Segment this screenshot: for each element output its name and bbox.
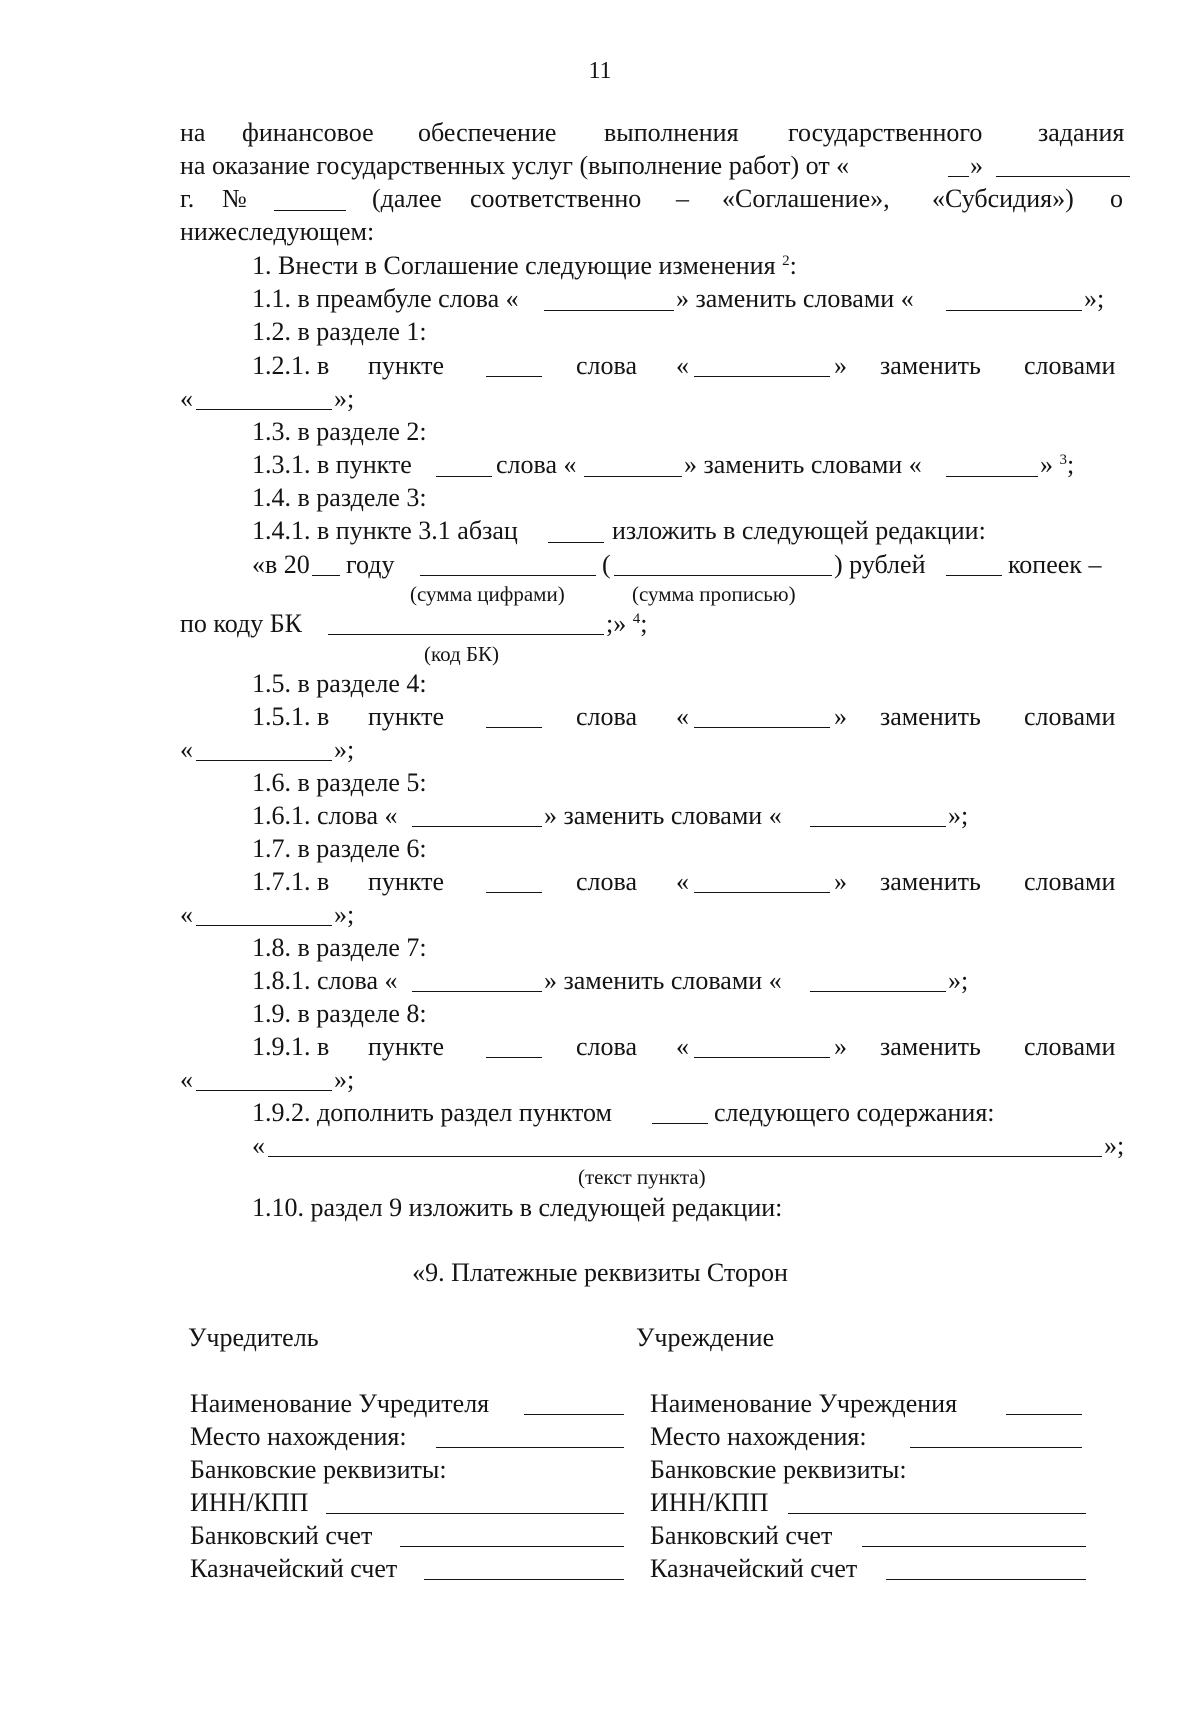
founder-heading: Учредитель xyxy=(188,1323,319,1352)
footnote-ref: 4 xyxy=(632,611,641,627)
founder-inn-field[interactable] xyxy=(326,1513,624,1514)
text: на оказание государственных услуг (выполнение работ) от « xyxy=(180,151,850,180)
text: слова xyxy=(576,351,637,380)
blank-new-words[interactable] xyxy=(196,1090,332,1091)
blank-bk-code[interactable] xyxy=(328,634,604,635)
word: «Субсидия») xyxy=(932,184,1074,213)
text: « xyxy=(180,735,193,764)
text: заменить xyxy=(880,351,981,380)
blank-old-words[interactable] xyxy=(694,892,830,893)
blank-old-words[interactable] xyxy=(584,476,682,477)
blank-point[interactable] xyxy=(486,727,542,728)
word: выполнения xyxy=(604,118,739,147)
caption-point-text: (текст пункта) xyxy=(578,1165,706,1189)
text: изложить в следующей редакции: xyxy=(612,516,986,545)
text xyxy=(1040,449,1074,481)
text xyxy=(684,449,922,481)
text: слова xyxy=(576,702,637,731)
text: » заменить словами « xyxy=(544,801,782,830)
text: »; xyxy=(334,384,355,413)
text: слова xyxy=(576,1032,637,1061)
text: « xyxy=(676,702,689,731)
text: копеек – xyxy=(1008,550,1102,579)
text: словами xyxy=(1024,702,1116,731)
institution-treasury-field[interactable] xyxy=(886,1579,1086,1580)
text: пункте xyxy=(368,702,445,731)
institution-bank-label: Банковские реквизиты: xyxy=(650,1455,907,1484)
text: « xyxy=(676,867,689,896)
text: » заменить словами « xyxy=(684,450,922,479)
blank-point[interactable] xyxy=(486,1057,542,1058)
text: »; xyxy=(334,900,355,929)
text: »; xyxy=(1104,1131,1125,1160)
blank-point[interactable] xyxy=(486,892,542,893)
blank-sum-words[interactable] xyxy=(614,575,832,576)
text: по коду БК xyxy=(180,609,302,638)
text: 1.6. в разделе 5: xyxy=(252,768,427,797)
blank-year[interactable] xyxy=(312,575,340,576)
text: ( xyxy=(602,550,611,579)
blank-point-text[interactable] xyxy=(268,1156,1102,1157)
text: заменить xyxy=(880,867,981,896)
institution-account-field[interactable] xyxy=(862,1546,1086,1547)
word: соответственно xyxy=(470,184,642,213)
text: ;» xyxy=(606,609,633,638)
text: »; xyxy=(948,801,969,830)
text: « xyxy=(180,900,193,929)
text: словами xyxy=(1024,1032,1116,1061)
text: » заменить словами « xyxy=(676,284,914,313)
text: «в 20 xyxy=(252,550,310,579)
blank-point[interactable] xyxy=(652,1123,708,1124)
blank-old-words[interactable] xyxy=(544,310,674,311)
text: » xyxy=(834,1032,847,1061)
text: 1.5. в разделе 4: xyxy=(252,669,427,698)
text: следующего содержания: xyxy=(714,1098,995,1127)
text: 1.7. в разделе 6: xyxy=(252,834,427,863)
blank-point[interactable] xyxy=(436,476,492,477)
word: «Соглашение», xyxy=(722,184,890,213)
text: 1.9.2. дополнить раздел пунктом xyxy=(252,1098,613,1127)
text: году xyxy=(346,550,395,579)
word: г. xyxy=(180,184,195,213)
text: нижеследующем: xyxy=(180,217,375,246)
founder-name-field[interactable] xyxy=(524,1414,624,1415)
text: »; xyxy=(948,966,969,995)
text: 1.8.1. слова « xyxy=(252,966,398,995)
blank-sum-digits[interactable] xyxy=(420,575,596,576)
text: 1.8. в разделе 7: xyxy=(252,933,427,962)
institution-location-field[interactable] xyxy=(910,1447,1082,1448)
text: « xyxy=(676,1032,689,1061)
text: : xyxy=(789,251,797,280)
text: слова xyxy=(576,867,637,896)
caption-sum-digits: (сумма цифрами) xyxy=(410,582,565,606)
page-number: 11 xyxy=(588,58,612,84)
blank-paragraph[interactable] xyxy=(548,542,604,543)
footnote-ref: 3 xyxy=(1059,452,1067,468)
blank-new-words[interactable] xyxy=(196,409,332,410)
text: словами xyxy=(1024,351,1116,380)
blank-new-words[interactable] xyxy=(946,310,1082,311)
text: слова « xyxy=(496,450,577,479)
text: 1.7.1. в xyxy=(252,867,330,896)
text: ) рублей xyxy=(834,550,926,579)
institution-treasury-label: Казначейский счет xyxy=(650,1554,858,1583)
text: 1.1. в преамбуле слова « xyxy=(252,284,519,313)
blank-day[interactable] xyxy=(948,176,969,177)
text xyxy=(606,608,647,640)
text: пункте xyxy=(368,351,445,380)
text: « xyxy=(676,351,689,380)
text: пункте xyxy=(368,1032,445,1061)
blank-kopecks[interactable] xyxy=(946,575,1002,576)
section-9-title: «9. Платежные реквизиты Сторон xyxy=(412,1258,788,1287)
caption-bk-code: (код БК) xyxy=(424,642,500,666)
blank-old-words[interactable] xyxy=(412,991,542,992)
item-1-text xyxy=(252,250,797,282)
text: 1.2. в разделе 1: xyxy=(252,317,427,346)
text: 1.4.1. в пункте 3.1 абзац xyxy=(252,516,518,545)
blank-point[interactable] xyxy=(486,376,542,377)
text: 1.9.1. в xyxy=(252,1032,330,1061)
text: » xyxy=(970,151,983,180)
word: государственного xyxy=(788,118,983,147)
founder-account-field[interactable] xyxy=(400,1546,624,1547)
word: о xyxy=(1110,184,1123,213)
word: задания xyxy=(1038,118,1125,147)
text: 1.6.1. слова « xyxy=(252,801,398,830)
blank-old-words[interactable] xyxy=(694,727,830,728)
institution-name-field[interactable] xyxy=(1006,1414,1082,1415)
text: » xyxy=(834,702,847,731)
text: 1.10. раздел 9 изложить в следующей редакции: xyxy=(252,1193,783,1222)
blank-new-words[interactable] xyxy=(810,826,946,827)
text: 1. Внести в Соглашение следующие изменения xyxy=(252,251,783,280)
text: 1.2.1. в xyxy=(252,351,330,380)
text: 1.4. в разделе 3: xyxy=(252,483,427,512)
footnote-ref: 2 xyxy=(782,253,790,269)
blank-number[interactable] xyxy=(274,210,346,211)
text: « xyxy=(252,1131,265,1160)
founder-inn-label: ИНН/КПП xyxy=(190,1488,309,1517)
word: № xyxy=(222,184,247,213)
institution-name-label: Наименование Учреждения xyxy=(650,1389,958,1418)
text: заменить xyxy=(880,702,981,731)
founder-account-label: Банковский счет xyxy=(190,1521,373,1550)
institution-heading: Учреждение xyxy=(636,1323,775,1352)
text: »; xyxy=(334,735,355,764)
word: на xyxy=(180,118,206,147)
founder-location-label: Место нахождения: xyxy=(190,1422,407,1451)
text: »; xyxy=(1084,284,1105,313)
institution-account-label: Банковский счет xyxy=(650,1521,833,1550)
blank-new-words[interactable] xyxy=(196,760,332,761)
text: пункте xyxy=(368,867,445,896)
founder-name-label: Наименование Учредителя xyxy=(190,1389,490,1418)
text: » заменить словами « xyxy=(544,966,782,995)
text: 1.5.1. в xyxy=(252,702,330,731)
word: финансовое xyxy=(242,118,374,147)
institution-inn-field[interactable] xyxy=(788,1513,1086,1514)
text: 1.3. в разделе 2: xyxy=(252,417,427,446)
founder-location-field[interactable] xyxy=(436,1447,624,1448)
founder-treasury-label: Казначейский счет xyxy=(190,1554,398,1583)
blank-new-words[interactable] xyxy=(810,991,946,992)
text: словами xyxy=(1024,867,1116,896)
word: – xyxy=(676,184,689,213)
text: »; xyxy=(334,1065,355,1094)
founder-treasury-field[interactable] xyxy=(424,1579,624,1580)
founder-bank-label: Банковские реквизиты: xyxy=(190,1455,447,1484)
text: « xyxy=(180,1065,193,1094)
text: » xyxy=(834,351,847,380)
text: 1.9. в разделе 8: xyxy=(252,999,427,1028)
word: обеспечение xyxy=(418,118,557,147)
text: « xyxy=(180,384,193,413)
caption-sum-words: (сумма прописью) xyxy=(632,582,796,606)
text: ; xyxy=(640,609,648,638)
blank-new-words[interactable] xyxy=(196,925,332,926)
text: заменить xyxy=(880,1032,981,1061)
word: (далее xyxy=(372,184,442,213)
blank-new-words[interactable] xyxy=(946,476,1038,477)
text: » xyxy=(834,867,847,896)
text: » xyxy=(1040,450,1060,479)
text: 1.3.1. в пункте xyxy=(252,450,412,479)
institution-location-label: Место нахождения: xyxy=(650,1422,867,1451)
institution-inn-label: ИНН/КПП xyxy=(650,1488,769,1517)
blank-old-words[interactable] xyxy=(412,826,542,827)
text: ; xyxy=(1067,450,1075,479)
blank-old-words[interactable] xyxy=(694,376,830,377)
blank-old-words[interactable] xyxy=(694,1057,830,1058)
blank-month[interactable] xyxy=(996,176,1130,177)
